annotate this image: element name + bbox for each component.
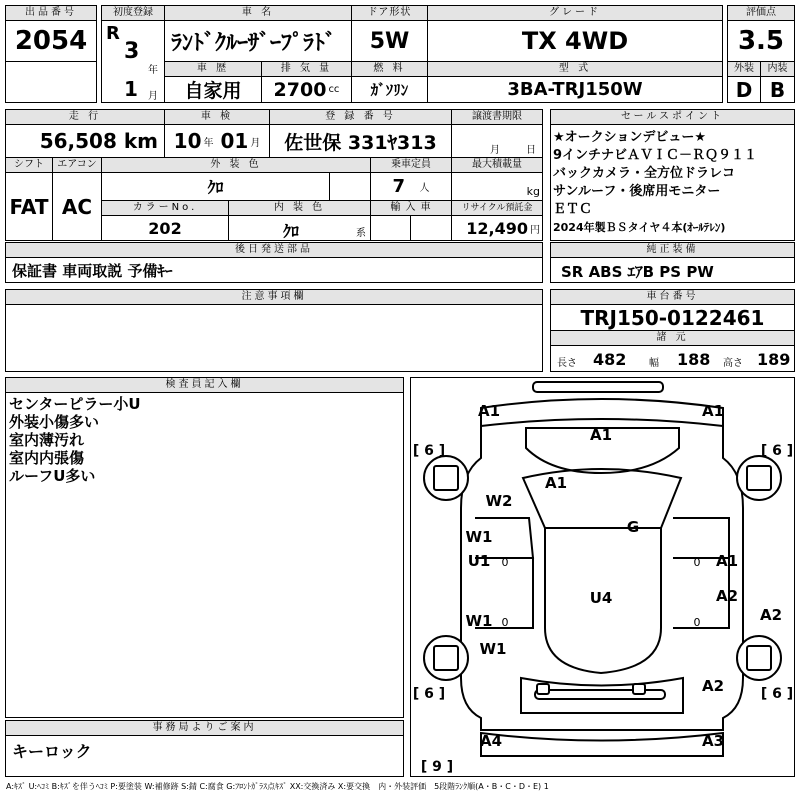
year-unit: 年 (148, 65, 158, 76)
sales-point-line: バックカメラ・全方位ドラレコ (553, 166, 736, 181)
mark-w1-left-rear: W1 (465, 612, 493, 630)
door-type: 5W (351, 20, 428, 62)
first-registration (101, 20, 165, 103)
insp-month-unit: 月 (250, 137, 261, 149)
transfer-deadline (451, 124, 543, 158)
inspector-notes (5, 392, 404, 718)
mileage (5, 124, 165, 158)
displacement (261, 76, 352, 103)
mark-a2-right: A2 (715, 587, 739, 605)
dimensions (550, 345, 795, 372)
mark-a2-rear: A2 (701, 677, 725, 695)
sales-point-line: 2024年製ＢＳタイヤ４本(ｵｰﾙﾃﾚﾝ) (553, 221, 726, 234)
caution-label: 注意事項欄 (5, 289, 543, 305)
height: 189 (757, 350, 791, 369)
sales-points-label: セールスポイント (550, 109, 795, 125)
load-label: 最大積載量 (451, 157, 543, 173)
mileage-value: 56,508 (39, 129, 117, 153)
inspection-date (164, 124, 270, 158)
tire-depth-spare: [ 9 ] (420, 759, 454, 775)
mileage-unit: km (123, 129, 158, 153)
mark-a3: A3 (701, 732, 725, 750)
mark-a1-roof: A1 (544, 474, 568, 492)
shift: FAT (5, 172, 53, 241)
mark-w1-left-quarter: W1 (479, 640, 507, 658)
import-label: 輸 入 車 (370, 200, 452, 216)
ext-grade: D (727, 76, 761, 103)
fuel: ｶﾞｿﾘﾝ (351, 76, 428, 103)
insp-month: 01 (220, 129, 249, 153)
hub-rear-right (747, 646, 771, 670)
hub-front-left (434, 466, 458, 490)
body-outline (461, 426, 743, 730)
mark-zero-left-back: 0 (501, 616, 509, 629)
exterior-color: ｸﾛ (101, 172, 330, 201)
insp-year: 10 (173, 129, 202, 153)
grade: TX 4WD (427, 20, 723, 62)
plate-label: 登 録 番 号 (269, 109, 452, 125)
tire-depth-rl: [ 6 ] (412, 686, 446, 702)
displacement-value: 2700 (273, 78, 327, 101)
car-name-label: 車 名 (164, 5, 352, 21)
mark-zero-right-back: 0 (693, 616, 701, 629)
overall-score: 3.5 (727, 20, 795, 62)
displacement-unit: cc (328, 84, 340, 95)
capacity-value: 7 (392, 176, 405, 197)
front-bumper-outline (533, 382, 663, 392)
recycle-deposit (451, 215, 543, 241)
transfer-month-unit: 月 (490, 145, 500, 156)
mark-a1-front-left: A1 (477, 402, 501, 420)
ext-label: 外装 (727, 61, 761, 77)
mileage-label: 走 行 (5, 109, 165, 125)
model-code: 3BA-TRJ150W (427, 76, 723, 103)
transfer-label: 譲渡書期限 (451, 109, 543, 125)
month-unit: 月 (148, 91, 158, 102)
int-color-value: ｸﾛ (283, 222, 300, 241)
tire-depth-fl: [ 6 ] (412, 443, 446, 459)
color-label: 外 装 色 (101, 157, 371, 173)
recycle-unit: 円 (530, 224, 540, 236)
transfer-day-unit: 日 (526, 145, 536, 156)
mark-u4: U4 (589, 589, 613, 607)
inspector-label: 検査員記入欄 (5, 377, 404, 393)
mark-zero-right: 0 (693, 556, 701, 569)
height-label: 高さ (723, 358, 743, 369)
length-label: 長さ (557, 358, 577, 369)
inspection-label: 車 検 (164, 109, 270, 125)
ac-label: エアコン (52, 157, 102, 173)
chassis-label: 車台番号 (550, 289, 795, 305)
color-blank (329, 172, 371, 201)
reg-month: 1 (124, 77, 138, 101)
lot-number-label: 出品番号 (5, 5, 97, 21)
int-color-unit: 系 (356, 228, 366, 239)
color-number: 202 (101, 215, 229, 241)
insp-year-unit: 年 (203, 137, 214, 149)
door-label: ドア形状 (351, 5, 428, 21)
model-label: 型 式 (427, 61, 723, 77)
front-panel-outline (481, 399, 723, 426)
office-notice: キーロック (5, 735, 404, 777)
spec-label: 諸 元 (550, 330, 795, 346)
sales-points (550, 124, 795, 241)
parts-label: 後日発送部品 (5, 242, 543, 258)
max-load: kg (451, 172, 543, 201)
mark-a2-right-rear: A2 (759, 606, 783, 624)
equipment: SR ABS ｴｱB PS PW (550, 257, 795, 283)
inspector-note: 室内薄汚れ (9, 431, 85, 449)
history-label: 車 歴 (164, 61, 262, 77)
width: 188 (677, 350, 711, 369)
plate-number: 佐世保 331ﾔ313 (269, 124, 452, 158)
reg-year: 3 (124, 39, 140, 64)
mark-a4: A4 (479, 732, 503, 750)
sales-point-line: ＥＴＣ (553, 202, 593, 217)
interior-color (228, 215, 371, 241)
recycle-label: リサイクル預託金 (451, 200, 543, 216)
mark-g: G (626, 518, 640, 536)
aircon: AC (52, 172, 102, 241)
mark-w2: W2 (485, 492, 513, 510)
office-label: 事務局よりご案内 (5, 720, 404, 736)
caution-notes (5, 304, 543, 372)
inspector-note: ルーフU多い (9, 467, 96, 485)
inspector-note: センターピラー小U (9, 395, 141, 413)
int-label: 内装 (760, 61, 795, 77)
grade-label: グレード (427, 5, 723, 21)
hub-front-right (747, 466, 771, 490)
first-reg-label: 初度登録 (101, 5, 165, 21)
color-no-label: カラーNo. (101, 200, 229, 216)
fuel-label: 燃 料 (351, 61, 428, 77)
inspector-note: 外装小傷多い (9, 413, 100, 431)
equipment-label: 純正装備 (550, 242, 795, 258)
sales-point-line: サンルーフ・後席用モニター (553, 184, 721, 199)
car-outline (411, 378, 794, 776)
int-color-label: 内 装 色 (228, 200, 371, 216)
int-grade: B (760, 76, 795, 103)
shift-label: シフト (5, 157, 53, 173)
legend: A:ｷｽﾞ U:ﾍｺﾐ B:ｷｽﾞを伴うﾍｺﾐ P:要塗装 W:補修跡 S:錆 C:腐食 G:ﾌﾛﾝﾄｶﾞﾗｽ点ｷｽﾞ XX:交換済み X:要交換 内・外装評価 5段階ﾗﾝｸ順(A・B・C・D・E) 1 (6, 782, 549, 791)
later-parts: 保証書 車両取説 予備ｷｰ (5, 257, 543, 283)
mark-a1-front-right: A1 (701, 402, 725, 420)
rear-bumper-outline (481, 733, 723, 756)
damage-diagram (410, 377, 795, 777)
tail-light-right (633, 684, 645, 694)
mark-a1-right-door: A1 (715, 552, 739, 570)
capacity-label: 乗車定員 (370, 157, 452, 173)
car-history: 自家用 (164, 76, 262, 103)
import-b (410, 215, 452, 241)
mark-w1-left-front: W1 (465, 528, 493, 546)
tire-depth-fr: [ 6 ] (760, 443, 794, 459)
mark-u1: U1 (467, 552, 491, 570)
capacity-unit: 人 (419, 183, 430, 194)
car-name: ﾗﾝﾄﾞｸﾙｰｻﾞｰﾌﾟﾗﾄﾞ (164, 20, 352, 62)
sales-point-line: 9インチナビＡＶＩＣ－ＲＱ９１１ (553, 148, 758, 163)
tail-light-left (537, 684, 549, 694)
lot-blank (5, 61, 97, 103)
sales-point-line: ★オークションデビュー★ (553, 130, 707, 145)
capacity (370, 172, 452, 201)
mark-zero-left: 0 (501, 556, 509, 569)
displacement-label: 排 気 量 (261, 61, 352, 77)
era: R (106, 23, 120, 44)
chassis-number: TRJ150-0122461 (550, 304, 795, 331)
lot-number: 2054 (5, 20, 97, 62)
recycle-value: 12,490 (466, 218, 528, 238)
inspector-note: 室内内張傷 (9, 449, 85, 467)
hub-rear-left (434, 646, 458, 670)
import-a (370, 215, 411, 241)
width-label: 幅 (649, 358, 659, 369)
score-label: 評価点 (727, 5, 795, 21)
length: 482 (593, 350, 627, 369)
tire-depth-rr: [ 6 ] (760, 686, 794, 702)
mark-a1-hood: A1 (589, 426, 613, 444)
